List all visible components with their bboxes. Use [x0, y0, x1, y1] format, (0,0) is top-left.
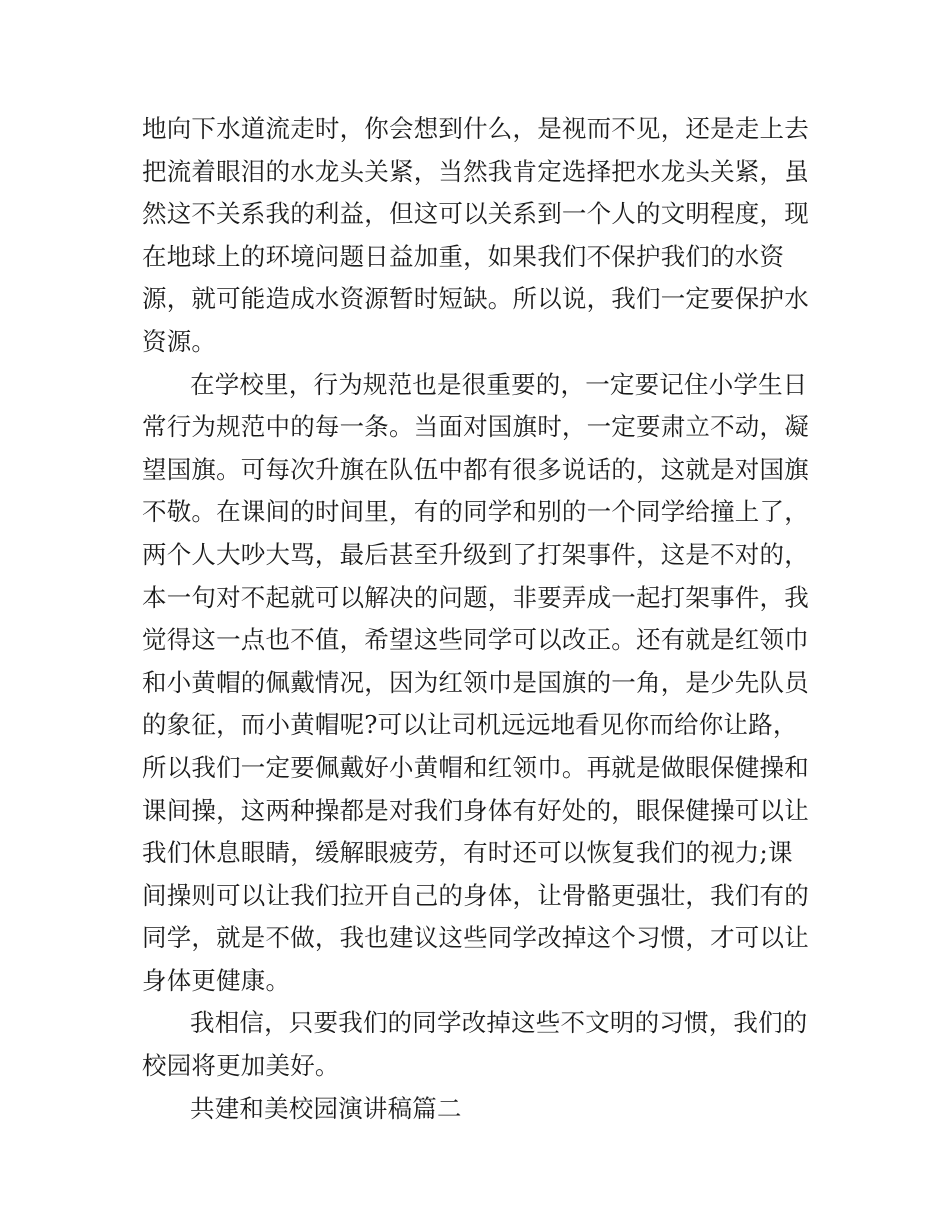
text-line: 校园将更加美好。 [142, 1051, 340, 1081]
text-line: 常行为规范中的每一条。当面对国旗时，一定要肃立不动，凝 [142, 412, 809, 442]
text-line: 我们休息眼睛，缓解眼疲劳，有时还可以恢复我们的视力;课 [142, 838, 793, 868]
text-line: 两个人大吵大骂，最后甚至升级到了打架事件，这是不对的， [142, 539, 809, 569]
section-heading: 共建和美校园演讲稿篇二 [190, 1093, 462, 1123]
paragraph-start-line: 我相信，只要我们的同学改掉这些不文明的习惯，我们的 [190, 1008, 808, 1038]
document-body [142, 108, 812, 1130]
text-line: 的象征，而小黄帽呢?可以让司机远远地看见你而给你让路， [142, 710, 798, 740]
text-line: 资源。 [142, 326, 217, 356]
text-line: 然这不关系我的利益，但这可以关系到一个人的文明程度，现 [142, 199, 809, 229]
text-line: 地向下水道流走时，你会想到什么，是视而不见，还是走上去 [142, 114, 809, 143]
text-line: 源，就可能造成水资源暂时短缺。所以说，我们一定要保护水 [142, 284, 809, 314]
paragraph-start-line: 在学校里，行为规范也是很重要的，一定要记住小学生日 [190, 369, 808, 399]
text-line: 同学，就是不做，我也建议这些同学改掉这个习惯，才可以让 [142, 923, 809, 953]
text-line: 把流着眼泪的水龙头关紧，当然我肯定选择把水龙头关紧，虽 [142, 156, 809, 186]
text-line: 所以我们一定要佩戴好小黄帽和红领巾。再就是做眼保健操和 [142, 752, 809, 782]
text-line: 望国旗。可每次升旗在队伍中都有很多说话的，这就是对国旗 [142, 454, 809, 484]
text-line: 本一句对不起就可以解决的问题，非要弄成一起打架事件，我 [142, 582, 809, 612]
text-line: 不敬。在课间的时间里，有的同学和别的一个同学给撞上了， [142, 497, 809, 527]
text-line: 觉得这一点也不值，希望这些同学可以改正。还有就是红领巾 [142, 625, 809, 655]
text-line: 在地球上的环境问题日益加重，如果我们不保护我们的水资 [142, 241, 785, 271]
text-line: 和小黄帽的佩戴情况，因为红领巾是国旗的一角，是少先队员 [142, 667, 809, 697]
text-line: 身体更健康。 [142, 965, 291, 995]
text-line: 间操则可以让我们拉开自己的身体，让骨骼更强壮，我们有的 [142, 880, 809, 910]
text-line: 课间操，这两种操都是对我们身体有好处的，眼保健操可以让 [142, 795, 809, 825]
